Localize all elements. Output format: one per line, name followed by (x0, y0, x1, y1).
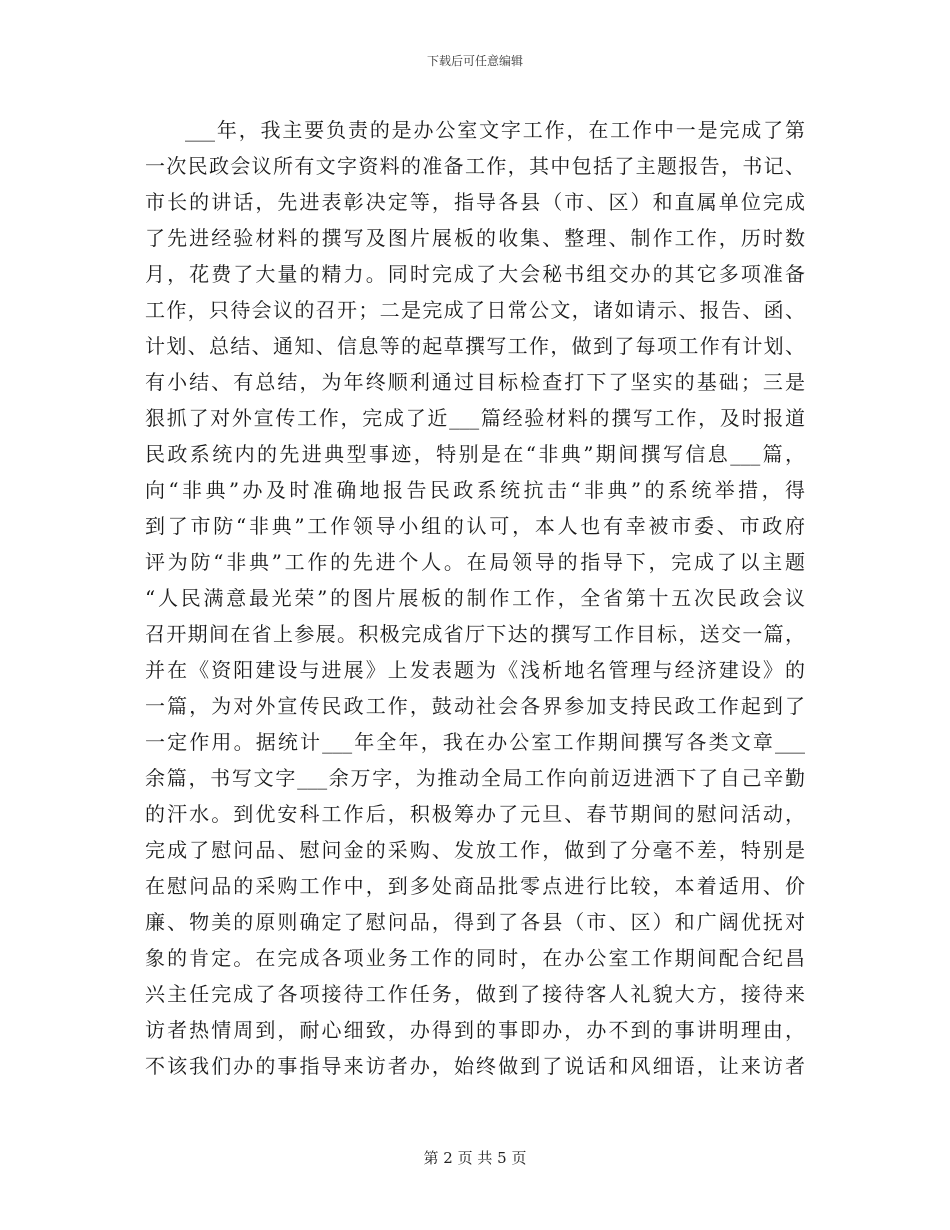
text-line: 工作，只待会议的召开；二是完成了日常公文，诸如请示、报告、函、 (145, 298, 805, 322)
text-line: 召开期间在省上参展。积极完成省厅下达的撰写工作目标，送交一篇， (145, 622, 805, 646)
text-line: 廉、物美的原则确定了慰问品，得到了各县（市、区）和广阔优抚对 (145, 910, 805, 934)
text-line: 月，花费了大量的精力。同时完成了大会秘书组交办的其它多项准备 (145, 262, 805, 286)
text-line: 余篇，书写文字___余万字，为推动全局工作向前迈进洒下了自己辛勤 (145, 766, 805, 790)
text-line: “人民满意最光荣”的图片展板的制作工作，全省第十五次民政会议 (145, 586, 805, 610)
page-header: 下载后可任意编辑 (426, 54, 523, 68)
text-line: 一篇，为对外宣传民政工作，鼓动社会各界参加支持民政工作起到了 (145, 694, 805, 718)
text-line: 不该我们办的事指导来访者办，始终做到了说话和风细语，让来访者 (145, 1054, 805, 1078)
text-line: 一定作用。据统计___年全年，我在办公室工作期间撰写各类文章___ (145, 730, 805, 754)
text-line: 在慰问品的采购工作中，到多处商品批零点进行比较，本着适用、价 (145, 874, 805, 898)
text-line: 并在《资阳建设与进展》上发表题为《浅析地名管理与经济建设》的 (145, 658, 805, 682)
text-line: 民政系统内的先进典型事迹，特别是在“非典”期间撰写信息___篇， (145, 442, 805, 466)
text-line: 的汗水。到优安科工作后，积极筹办了元旦、春节期间的慰问活动， (145, 802, 805, 826)
text-line: 了先进经验材料的撰写及图片展板的收集、整理、制作工作，历时数 (145, 226, 805, 250)
text-line: 有小结、有总结，为年终顺利通过目标检查打下了坚实的基础；三是 (145, 370, 805, 394)
text-line: ___年，我主要负责的是办公室文字工作，在工作中一是完成了第 (185, 118, 805, 142)
text-line: 狠抓了对外宣传工作，完成了近___篇经验材料的撰写工作，及时报道 (145, 406, 805, 430)
text-line: 象的肯定。在完成各项业务工作的同时，在办公室工作期间配合纪昌 (145, 946, 805, 970)
text-line: 一次民政会议所有文字资料的准备工作，其中包括了主题报告，书记、 (145, 154, 805, 178)
text-line: 计划、总结、通知、信息等的起草撰写工作，做到了每项工作有计划、 (145, 334, 805, 358)
page-number-footer: 第 2 页 共 5 页 (423, 1149, 527, 1167)
text-line: 市长的讲话，先进表彰决定等，指导各县（市、区）和直属单位完成 (145, 190, 805, 214)
text-line: 到了市防“非典”工作领导小组的认可，本人也有幸被市委、市政府 (145, 514, 805, 538)
text-line: 完成了慰问品、慰问金的采购、发放工作，做到了分毫不差，特别是 (145, 838, 805, 862)
document-body (145, 112, 805, 1084)
text-line: 兴主任完成了各项接待工作任务，做到了接待客人礼貌大方，接待来 (145, 982, 805, 1006)
text-line: 向“非典”办及时准确地报告民政系统抗击“非典”的系统举措，得 (145, 478, 805, 502)
text-line: 评为防“非典”工作的先进个人。在局领导的指导下，完成了以主题 (145, 550, 805, 574)
text-line: 访者热情周到，耐心细致，办得到的事即办，办不到的事讲明理由， (145, 1018, 805, 1042)
